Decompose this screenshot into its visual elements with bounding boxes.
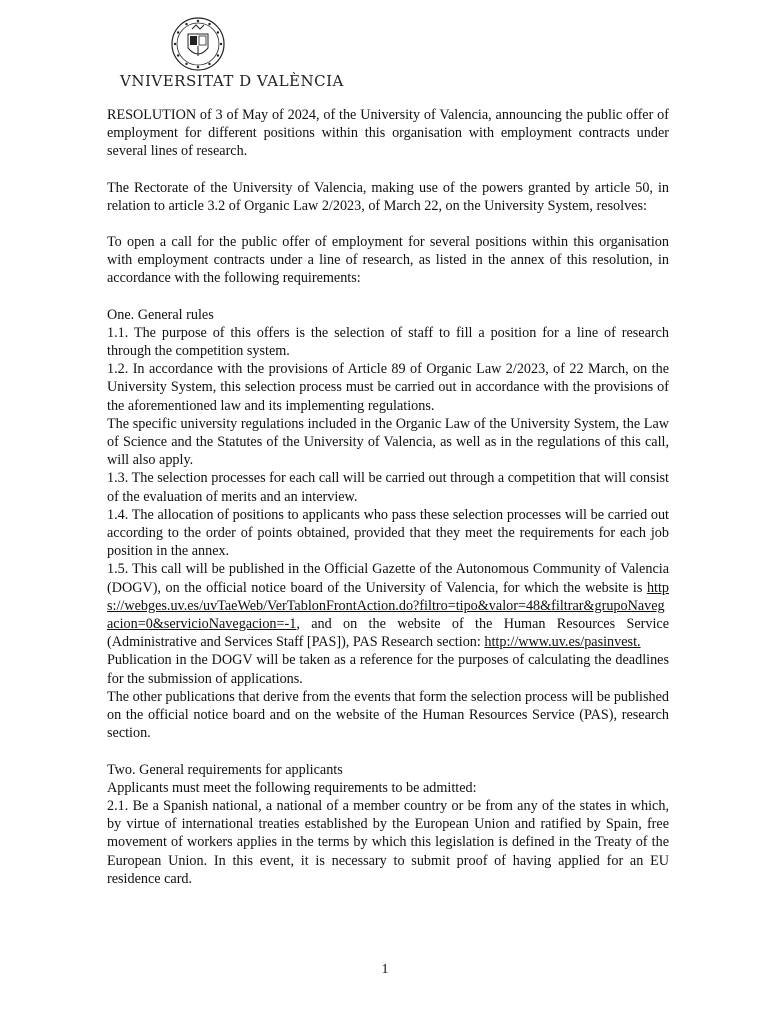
intro-paragraph: The Rectorate of the University of Valencia, making use of the powers granted by article 50, in relation to article 3.2 of Organic Law 2/2023, of March 22, on the University System, resolves: <box>107 179 669 214</box>
resolution-title: RESOLUTION of 3 of May of 2024, of the University of Valencia, announcing the public offer of employment for different positions within this organisation with employment contracts under several lines of research. <box>107 107 669 160</box>
paragraph-1-4: 1.4. The allocation of positions to applicants who pass these selection processes will be carried out according to the order of points obtained, provided that they meet the requirements for each job position in the annex. <box>107 506 669 560</box>
paragraph-1-5 <box>107 560 669 651</box>
specific-regulations-paragraph: The specific university regulations included in the Organic Law of the University System, the Law of Science and the Statutes of the University of Valencia, as well as in the regulations of this call, will also apply. <box>107 415 669 469</box>
university-seal-icon <box>170 16 226 72</box>
notice-board-link[interactable]: https://webges.uv.es/uvTaeWeb/VerTablonFrontAction.do?filtro=tipo&valor=48&filtrar&grupoNavegacion=0&servicioNavegacion=-1 <box>107 579 670 633</box>
other-publications-paragraph: The other publications that derive from the events that form the selection process will be published on the official notice board and on the website of the Human Resources Service (PAS), research section. <box>107 688 669 742</box>
pas-research-link[interactable]: http://www.uv.es/pasinvest. <box>484 634 641 651</box>
paragraph-1-1: 1.1. The purpose of this offers is the selection of staff to fill a position for a line of research through the competition system. <box>107 324 669 360</box>
section-two-heading: Two. General requirements for applicants <box>107 761 343 778</box>
call-paragraph: To open a call for the public offer of employment for several positions within this organisation with employment contracts under a line of research, as listed in the annex of this resolution, in accordance with the following requirements: <box>107 234 669 287</box>
requirements-intro: Applicants must meet the following requirements to be admitted: <box>107 779 477 796</box>
paragraph-1-5-middle: , and on the website of the Human Resources Service (Administrative and Services Staff [PAS]), PAS Research section: <box>107 616 669 651</box>
university-logo-text: VNIVERSITAT D VALÈNCIA <box>120 72 344 90</box>
document-body <box>107 106 669 888</box>
section-one-heading: One. General rules <box>107 306 214 323</box>
university-logo <box>120 14 344 94</box>
paragraph-1-3: 1.3. The selection processes for each call will be carried out through a competition that will consist of the evaluation of merits and an interview. <box>107 470 669 505</box>
paragraph-1-2: 1.2. In accordance with the provisions of Article 89 of Organic Law 2/2023, of 22 March, on the University System, this selection process must be carried out in accordance with the provisions of the aforementioned law and its implementing regulations. <box>107 361 669 414</box>
page-number: 1 <box>381 962 389 977</box>
paragraph-2-1: 2.1. Be a Spanish national, a national of a member country or be from any of the states in which, by virtue of international treaties established by the European Union and ratified by Spain, free movement of workers applies in the terms by which this legislation is defined in the Treaty of the European Union. In this event, it is necessary to submit proof of having applied for an EU residence card. <box>107 797 669 887</box>
paragraph-1-5-text: 1.5. This call will be published in the Official Gazette of the Autonomous Community of Valencia (DOGV), on the official notice board of the University of Valencia, for which the website is <box>107 561 669 596</box>
dogv-paragraph: Publication in the DOGV will be taken as a reference for the purposes of calculating the deadlines for the submission of applications. <box>107 652 669 687</box>
